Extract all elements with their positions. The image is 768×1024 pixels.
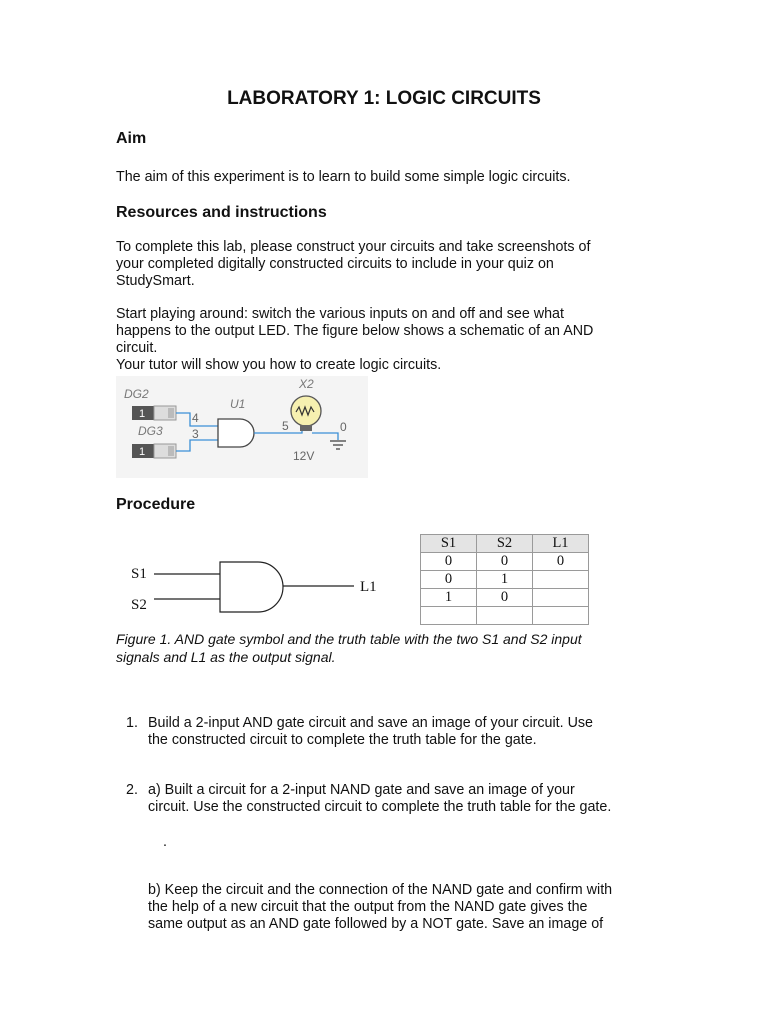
stray-dot: . [163,834,167,850]
truth-table [420,534,589,625]
procedure-heading: Procedure [116,496,196,513]
table-header-row [421,535,589,553]
step-2: 2. a) Built a circuit for a 2-input NAND gate and save an image of your circuit. Use the constructed circuit to complete the truth table for the gate. [126,782,612,815]
and-circuit-schematic [116,376,368,478]
header-s1: S1 [421,535,477,553]
resources-paragraph-1: To complete this lab, please construct your circuits and take screenshots of your completed digitally constructed circuits to include in your quiz on StudySmart. [116,239,591,289]
svg-text:0: 0 [340,420,347,434]
table-row: 0 0 0 [421,553,589,571]
table-row: 0 1 [421,571,589,589]
header-l1: L1 [533,535,589,553]
u1-label: U1 [230,397,246,411]
step-number: 1. [126,715,138,731]
resources-heading: Resources and instructions [116,204,327,221]
and-gate-icon [220,562,283,612]
output-l1-label: L1 [360,579,377,595]
svg-text:5: 5 [282,419,289,433]
figure-caption: Figure 1. AND gate symbol and the truth table with the two S1 and S2 input signals and L1 as the output signal. [116,631,582,665]
voltage-label: 12V [293,449,315,463]
table-row: 1 0 [421,589,589,607]
svg-text:1: 1 [139,408,146,420]
svg-text:3: 3 [192,427,199,441]
and-gate-symbol [124,554,394,616]
svg-text:1: 1 [139,446,146,458]
input-s2-label: S2 [131,597,147,613]
dg2-label: DG2 [124,387,149,401]
table-row [421,607,589,625]
step-1: 1. Build a 2-input AND gate circuit and save an image of your circuit. Use the constructed circuit to complete the truth table for the gate. [126,715,594,748]
svg-text:4: 4 [192,411,199,425]
header-s2: S2 [477,535,533,553]
aim-text: The aim of this experiment is to learn to build some simple logic circuits. [116,169,571,185]
resources-paragraph-2: Start playing around: switch the various inputs on and off and see what happens to the output LED. The figure below shows a schematic of an AND circuit. Your tutor will show you how to create logic circuits. [116,306,594,373]
x2-label: X2 [299,377,314,391]
step-number: 2. [126,782,138,798]
dg3-label: DG3 [138,424,163,438]
and-gate-icon [218,419,254,447]
input-s1-label: S1 [131,566,147,582]
aim-heading: Aim [116,130,147,147]
step-2b: b) Keep the circuit and the connection of the NAND gate and confirm with the help of a new circuit that the output from the NAND gate gives the same output as an AND gate followed by a NOT gate. Save an image of [148,882,613,932]
page-title: LABORATORY 1: LOGIC CIRCUITS [227,88,541,109]
